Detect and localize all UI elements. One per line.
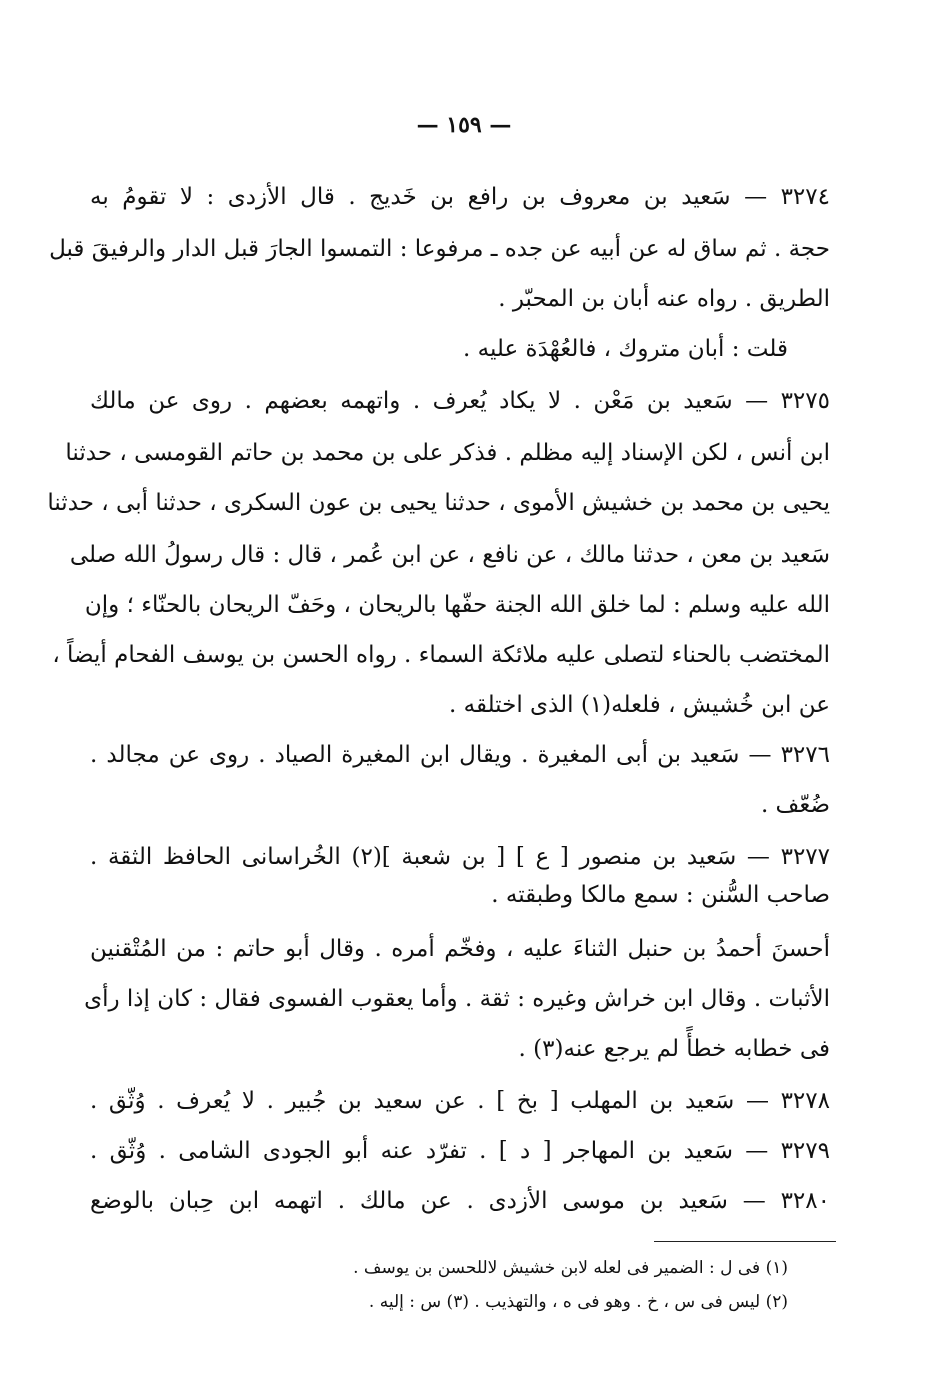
page-number: — ١٥٩ — <box>416 112 512 138</box>
text-line: فى خطابه خطأً لم يرجع عنه(٣) . <box>518 1036 830 1062</box>
text-line: الأثبات . وقال ابن خراش وغيره : ثقة . وأما يعقوب الفسوى فقال : كان إذا رأى <box>84 986 830 1012</box>
text-line: ٣٢٧٨ — سَعيد بن المهلب [ بخ ] . عن سعيد بن جُبير . لا يُعرف . وُثّق . <box>90 1088 830 1114</box>
text-line: الله عليه وسلم : لما خلق الله الجنة حفّها بالريحان ، وحَفّ الريحان بالحنّاء ؛ وإن <box>84 592 830 618</box>
text-line: حجة . ثم ساق له عن أبيه عن جده ـ مرفوعا : التمسوا الجارَ قبل الدار والرفيقَ قبل <box>49 236 830 262</box>
text-line: قلت : أبان متروك ، فالعُهْدَة عليه . <box>463 336 788 362</box>
text-line: ضُعّف . <box>760 792 830 818</box>
text-line: أحسنَ أحمدُ بن حنبل الثناءَ عليه ، وفخّم أمره . وقال أبو حاتم : من المُتْقنين <box>90 936 830 962</box>
text-line: الطريق . رواه عنه أبان بن المحبّر . <box>498 286 830 312</box>
text-line: يحيى بن محمد بن خشيش الأموى ، حدثنا يحيى بن عون السكرى ، حدثنا أبى ، حدثنا <box>47 490 830 516</box>
footnote-line: (٢) ليس فى س ، خ . وهو فى ه ، والتهذيب . (٣) س : إليه . <box>368 1292 788 1312</box>
text-line: عن ابن خُشيش ، فلعله(١) الذى اختلقه . <box>448 692 830 718</box>
text-line: صاحب السُّنن : سمع مالكا وطبقته . <box>491 882 830 908</box>
text-line: ٣٢٧٤ — سَعيد بن معروف بن رافع بن خَديج . قال الأزدى : لا تقومُ به <box>90 184 830 210</box>
text-line: ٣٢٧٦ — سَعيد بن أبى المغيرة . ويقال ابن المغيرة الصياد . روى عن مجالد . <box>90 742 830 768</box>
text-line: ٣٢٧٥ — سَعيد بن مَعْن . لا يكاد يُعرف . واتهمه بعضهم . روى عن مالك <box>90 388 830 414</box>
text-line: ٣٢٧٧ — سَعيد بن منصور [ ع ] [ بن شعبة ](٢) الخُراسانى الحافظ الثقة . <box>90 844 831 870</box>
text-line: ٣٢٨٠ — سَعيد بن موسى الأزدى . عن مالك . اتهمه ابن حِبان بالوضع <box>90 1188 830 1214</box>
text-line: المختضب بالحناء لتصلى عليه ملائكة السماء . رواه الحسن بن يوسف الفحام أيضاً ، <box>52 642 830 668</box>
footnote-line: (١) فى ل : الضمير فى لعله لابن خشيش لاللحسن بن يوسف . <box>353 1258 788 1278</box>
text-line: ٣٢٧٩ — سَعيد بن المهاجر [ د ] . تفرّد عنه أبو الجودى الشامى . وُثّق . <box>90 1138 830 1164</box>
text-line: سَعيد بن معن ، حدثنا مالك ، عن نافع ، عن ابن عُمر ، قال : قال رسولُ الله صلى <box>69 542 830 568</box>
text-line: ابن أنس ، لكن الإسناد إليه مظلم . فذكر على بن محمد بن حاتم القومسى ، حدثنا <box>65 440 830 466</box>
footnote-separator <box>654 1241 836 1242</box>
